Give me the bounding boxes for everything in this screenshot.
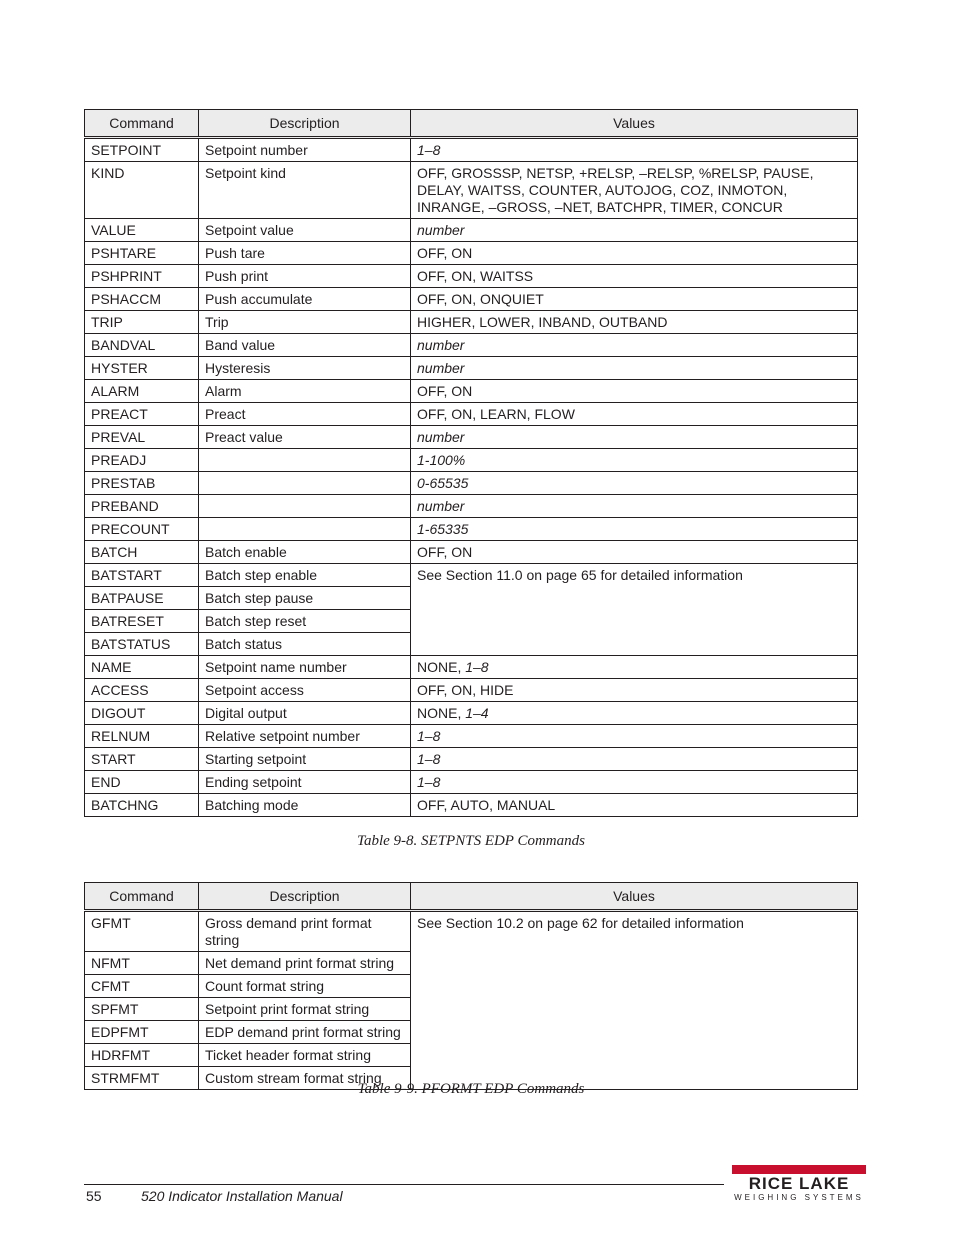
table-row (85, 162, 858, 219)
table-row (85, 911, 858, 952)
rice-lake-logo (728, 1165, 870, 1205)
table-header-row (85, 110, 858, 138)
description-cell: Digital output (199, 702, 411, 725)
values-cell (411, 794, 858, 817)
command-cell: HDRFMT (85, 1044, 199, 1067)
command-cell: STRMFMT (85, 1067, 199, 1090)
description-cell: Relative setpoint number (199, 725, 411, 748)
logo-bar (732, 1165, 866, 1174)
command-cell: START (85, 748, 199, 771)
command-cell: PSHTARE (85, 242, 199, 265)
command-cell: HYSTER (85, 357, 199, 380)
description-cell: Setpoint kind (199, 162, 411, 219)
command-cell: BATRESET (85, 610, 199, 633)
command-cell: TRIP (85, 311, 199, 334)
description-cell (199, 449, 411, 472)
header-command: Command (85, 110, 199, 138)
header-values: Values (411, 883, 858, 911)
command-cell: PSHACCM (85, 288, 199, 311)
description-cell: Preact (199, 403, 411, 426)
value-italic: 1–8 (417, 751, 441, 767)
setpnts-table (84, 109, 858, 817)
description-cell: Batch step pause (199, 587, 411, 610)
value-text: OFF, AUTO, MANUAL (417, 797, 556, 813)
command-cell: NAME (85, 656, 199, 679)
table-row (85, 219, 858, 242)
values-cell: 1–8 (411, 138, 858, 162)
command-cell: PRECOUNT (85, 518, 199, 541)
value-italic: 1–8 (465, 659, 489, 675)
command-cell: BATPAUSE (85, 587, 199, 610)
description-cell: Ending setpoint (199, 771, 411, 794)
command-cell: RELNUM (85, 725, 199, 748)
description-cell (199, 472, 411, 495)
values-cell: OFF, ON, WAITSS (411, 265, 858, 288)
values-cell: 1-65335 (411, 518, 858, 541)
table-caption-setpnts: Table 9-8. SETPNTS EDP Commands (357, 833, 585, 849)
footer-rule (84, 1184, 724, 1185)
values-cell: OFF, ON (411, 242, 858, 265)
values-cell: OFF, ON, ONQUIET (411, 288, 858, 311)
command-cell: EDPFMT (85, 1021, 199, 1044)
command-cell: ACCESS (85, 679, 199, 702)
description-cell: Setpoint number (199, 138, 411, 162)
command-cell: KIND (85, 162, 199, 219)
command-cell: PRESTAB (85, 472, 199, 495)
description-cell: Trip (199, 311, 411, 334)
description-cell: Batch step enable (199, 564, 411, 587)
description-cell: Batching mode (199, 794, 411, 817)
description-cell (199, 518, 411, 541)
command-cell: BATSTART (85, 564, 199, 587)
description-cell: Gross demand print format string (199, 911, 411, 952)
command-cell: PREBAND (85, 495, 199, 518)
pformt-table (84, 882, 858, 1090)
command-cell: END (85, 771, 199, 794)
command-cell: VALUE (85, 219, 199, 242)
description-cell: Setpoint access (199, 679, 411, 702)
table-row (85, 403, 858, 426)
table-row (85, 679, 858, 702)
command-cell: DIGOUT (85, 702, 199, 725)
value-text: NONE, (417, 705, 466, 721)
table-row (85, 748, 858, 771)
values-cell: OFF, ON, LEARN, FLOW (411, 403, 858, 426)
description-cell: Push accumulate (199, 288, 411, 311)
values-cell: number (411, 219, 858, 242)
table-row (85, 725, 858, 748)
description-cell: Setpoint print format string (199, 998, 411, 1021)
values-cell: number (411, 495, 858, 518)
description-cell: Setpoint value (199, 219, 411, 242)
description-cell: Band value (199, 334, 411, 357)
value-italic: 1–8 (417, 774, 441, 790)
values-cell: number (411, 426, 858, 449)
description-cell: Push tare (199, 242, 411, 265)
command-cell: ALARM (85, 380, 199, 403)
values-cell: number (411, 357, 858, 380)
description-cell: Batch status (199, 633, 411, 656)
table-row (85, 518, 858, 541)
values-cell (411, 725, 858, 748)
table-row (85, 288, 858, 311)
command-cell: PREACT (85, 403, 199, 426)
table-row (85, 771, 858, 794)
table-row (85, 564, 858, 587)
values-cell: 1-100% (411, 449, 858, 472)
values-cell: number (411, 334, 858, 357)
value-text: NONE, (417, 659, 466, 675)
command-cell: BANDVAL (85, 334, 199, 357)
description-cell: Alarm (199, 380, 411, 403)
description-cell: Preact value (199, 426, 411, 449)
command-cell: PREADJ (85, 449, 199, 472)
table-row (85, 541, 858, 564)
command-cell: PSHPRINT (85, 265, 199, 288)
header-description: Description (199, 883, 411, 911)
command-cell: SETPOINT (85, 138, 199, 162)
table-row (85, 656, 858, 679)
value-italic: 1–4 (465, 705, 489, 721)
command-cell: BATCH (85, 541, 199, 564)
description-cell: Batch enable (199, 541, 411, 564)
table-row (85, 426, 858, 449)
logo-wordmark: RICE LAKE (748, 1174, 850, 1193)
description-cell (199, 495, 411, 518)
description-cell: Push print (199, 265, 411, 288)
table-row (85, 702, 858, 725)
command-cell: NFMT (85, 952, 199, 975)
value-italic: 1–8 (417, 728, 441, 744)
logo-tagline: WEIGHING SYSTEMS (734, 1193, 864, 1202)
table-row (85, 495, 858, 518)
description-cell: Net demand print format string (199, 952, 411, 975)
table-row (85, 138, 858, 162)
description-cell: Hysteresis (199, 357, 411, 380)
description-cell: EDP demand print format string (199, 1021, 411, 1044)
description-cell: Ticket header format string (199, 1044, 411, 1067)
description-cell: Custom stream format string (199, 1067, 411, 1090)
description-cell: Starting setpoint (199, 748, 411, 771)
values-cell: See Section 10.2 on page 62 for detailed information (411, 911, 858, 1090)
table-row (85, 794, 858, 817)
command-cell: BATCHNG (85, 794, 199, 817)
table-header-row (85, 883, 858, 911)
command-cell: SPFMT (85, 998, 199, 1021)
description-cell: Setpoint name number (199, 656, 411, 679)
table-row (85, 357, 858, 380)
table-row (85, 380, 858, 403)
values-cell (411, 748, 858, 771)
command-cell: BATSTATUS (85, 633, 199, 656)
values-cell: 0-65535 (411, 472, 858, 495)
command-cell: PREVAL (85, 426, 199, 449)
header-description: Description (199, 110, 411, 138)
header-values: Values (411, 110, 858, 138)
values-cell: OFF, ON (411, 380, 858, 403)
command-cell: CFMT (85, 975, 199, 998)
values-cell (411, 679, 858, 702)
table-row (85, 449, 858, 472)
values-cell: HIGHER, LOWER, INBAND, OUTBAND (411, 311, 858, 334)
table-row (85, 334, 858, 357)
table-row (85, 311, 858, 334)
page-number: 55 (86, 1188, 102, 1204)
manual-title: 520 Indicator Installation Manual (141, 1188, 343, 1204)
values-cell (411, 656, 858, 679)
table-caption-pformt: Table 9-9. PFORMT EDP Commands (357, 1081, 585, 1097)
table-row (85, 242, 858, 265)
table-row (85, 472, 858, 495)
table-row (85, 265, 858, 288)
description-cell: Count format string (199, 975, 411, 998)
values-cell: OFF, ON (411, 541, 858, 564)
values-cell (411, 702, 858, 725)
command-cell: GFMT (85, 911, 199, 952)
values-cell (411, 771, 858, 794)
values-cell: See Section 11.0 on page 65 for detailed information (411, 564, 858, 656)
value-text: OFF, ON, HIDE (417, 682, 514, 698)
values-cell: OFF, GROSSSP, NETSP, +RELSP, –RELSP, %RELSP, PAUSE, DELAY, WAITSS, COUNTER, AUTOJOG, COZ, INMOTON, INRANGE, –GROSS, –NET, BATCHPR, TIMER, CONCUR (411, 162, 858, 219)
description-cell: Batch step reset (199, 610, 411, 633)
header-command: Command (85, 883, 199, 911)
